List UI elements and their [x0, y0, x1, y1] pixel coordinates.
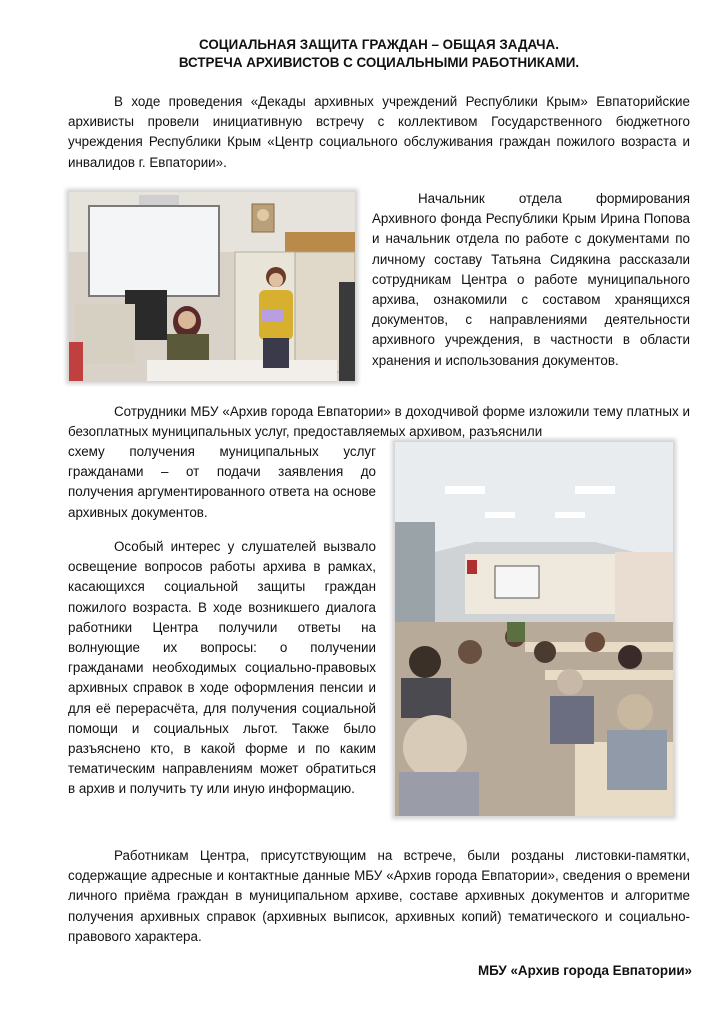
paragraph-intro: В ходе проведения «Декады архивных учреждений Республики Крым» Евпаторийские архивисты провели инициативную встречу с коллективом Государственного бюджетного учреждения Республики Крым «Центр социального обслуживания граждан пожилого возраста и инвалидов г. Евпатории».	[68, 94, 690, 170]
heading-line-1: СОЦИАЛЬНАЯ ЗАЩИТА ГРАЖДАН – ОБЩАЯ ЗАДАЧА.	[199, 37, 559, 52]
paragraph-services: Сотрудники МБУ «Архив города Евпатории» в доходчивой форме изложили тему платных и безоплатных муниципальных услуг, предоставляемых архивом, разъяснили	[68, 404, 690, 440]
paragraph-leaflets: Работникам Центра, присутствующим на встрече, были розданы листовки-памятки, содержащие адресные и контактные данные МБУ «Архив города Евпатории», сведения о времени личного приёма граждан в муниципальном архиве, составе архивных документов и алгоритме получения архивных справок (архивных выписок, архивных копий) тематического и социально-правового характера.	[68, 848, 690, 944]
audience-photo-illustration	[395, 442, 673, 816]
heading-line-2: ВСТРЕЧА АРХИВИСТОВ С СОЦИАЛЬНЫМИ РАБОТНИКАМИ.	[178, 55, 580, 70]
meeting-photo-speakers	[69, 192, 355, 381]
speakers-photo-illustration	[69, 192, 355, 381]
paragraph-services-continued: схему получения муниципальных услуг гражданами – от подачи заявления до получения аргументированного ответа на основе архивных документов.	[68, 444, 376, 520]
paragraph-speakers: Начальник отдела формирования Архивного фонда Республики Крым Ирина Попова и начальник отдела по работе с документами по личному составу Татьяна Сидякина рассказали сотрудникам Центра о работе муниципального архива, ознакомили с составом хранящихся документов, с направлениями деятельности архивного учреждения, в частности в области хранения и использования документов.	[372, 191, 690, 368]
meeting-photo-audience	[395, 442, 673, 816]
signature: МБУ «Архив города Евпатории»	[477, 963, 692, 978]
paragraph-interest: Особый интерес у слушателей вызвало освещение вопросов работы архива в рамках, касающихся социальной защиты граждан пожилого возраста. В ходе возникшего диалога работники Центра получили ответы на волнующие их вопросы: о получении гражданами необходимых социально-правовых архивных справок в ходе оформления пенсии и для её перерасчёта, для получения социальной помощи и социальных льгот. Также было разъяснено кто, в какой форме и по каким тематическим направлениям может обратиться в архив и получить ту или иную информацию.	[68, 539, 376, 797]
